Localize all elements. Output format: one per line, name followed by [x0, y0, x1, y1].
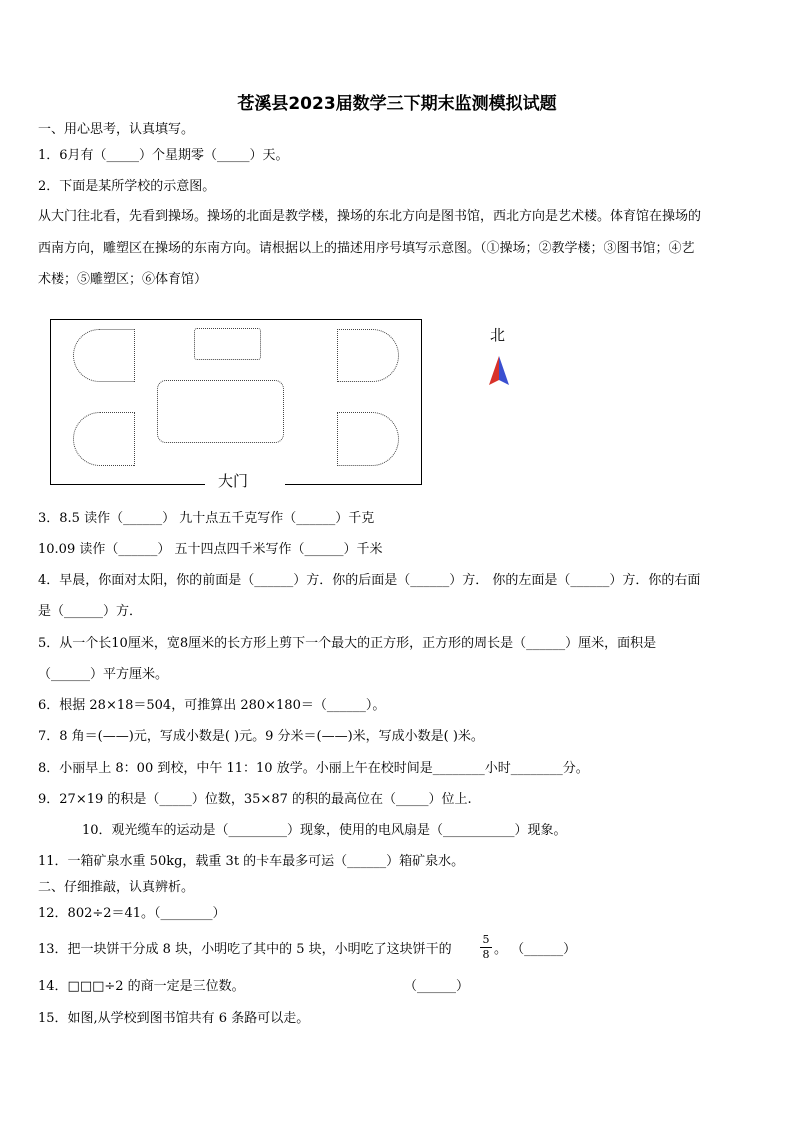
fraction-numerator: 5 — [482, 933, 490, 946]
map-slot-southwest — [73, 412, 135, 466]
question-2-text-line-2: 西南方向，雕塑区在操场的东南方向。请根据以上的描述用序号填写示意图。（①操场；②教学楼；③图书馆；④艺 — [38, 241, 695, 256]
question-2-text-line-3: 术楼；⑤雕塑区；⑥体育馆） — [38, 272, 208, 287]
north-label: 北 — [490, 326, 506, 344]
map-slot-center — [157, 380, 284, 443]
question-3a: 3．8.5 读作（______） 九十点五千克写作（______）千克 — [38, 511, 375, 526]
question-15: 15．如图,从学校到图书馆共有 6 条路可以走。 — [38, 1011, 310, 1026]
fraction-denominator: 8 — [482, 948, 490, 961]
question-7: 7．8 角＝(——)元，写成小数是( )元。9 分米＝(——)米，写成小数是( )米。 — [38, 729, 484, 744]
question-6: 6．根据 28×18＝504，可推算出 280×180＝（______）。 — [38, 698, 386, 713]
question-8: 8．小丽早上 8：00 到校，中午 11：10 放学。小丽上午在校时间是________小时________分。 — [38, 761, 589, 776]
question-12: 12．802÷2＝41。（________） — [38, 906, 226, 921]
map-slot-southeast — [337, 412, 399, 466]
question-13: 13．把一块饼干分成 8 块，小明吃了其中的 5 块，小明吃了这块饼干的 — [38, 942, 452, 957]
question-1: 1．6月有（_____）个星期零（_____）天。 — [38, 148, 289, 163]
section-2-heading: 二、仔细推敲，认真辨析。 — [38, 880, 195, 895]
page-title: 苍溪县2023届数学三下期末监测模拟试题 — [237, 94, 557, 114]
question-5b: （______）平方厘米。 — [38, 667, 169, 682]
question-13-answer: 。 （______） — [494, 942, 577, 957]
question-9: 9．27×19 的积是（_____）位数，35×87 的积的最高位在（_____）位上. — [38, 792, 472, 807]
question-3b: 10.09 读作（______） 五十四点四千米写作（______）千米 — [38, 542, 383, 557]
fraction-five-eighths — [480, 934, 492, 961]
question-10: 10．观光缆车的运动是（_________）现象，使用的电风扇是（___________）现象。 — [82, 823, 567, 838]
map-slot-north — [194, 328, 261, 360]
map-slot-northeast — [337, 329, 399, 382]
question-11: 11．一箱矿泉水重 50kg，载重 3t 的卡车最多可运（______）箱矿泉水。 — [38, 854, 465, 869]
section-1-heading: 一、用心思考，认真填写。 — [38, 122, 195, 137]
school-map — [50, 319, 422, 485]
question-14-answer: （______） — [404, 979, 470, 994]
question-14: 14．□□□÷2 的商一定是三位数。 — [38, 979, 245, 994]
question-5a: 5．从一个长10厘米，宽8厘米的长方形上剪下一个最大的正方形，正方形的周长是（______）厘米，面积是 — [38, 636, 657, 651]
map-slot-northwest — [73, 329, 135, 382]
question-4b: 是（______）方． — [38, 604, 143, 619]
question-2-text-line-1: 从大门往北看，先看到操场。操场的北面是教学楼，操场的东北方向是图书馆，西北方向是艺术楼。体育馆在操场的 — [38, 209, 702, 224]
north-arrow-icon — [486, 354, 512, 388]
question-4a: 4．早晨，你面对太阳，你的前面是（______）方．你的后面是（______）方． 你的左面是（______）方．你的右面 — [38, 573, 701, 588]
map-gate-label: 大门 — [218, 472, 249, 490]
question-2: 2．下面是某所学校的示意图。 — [38, 179, 216, 194]
